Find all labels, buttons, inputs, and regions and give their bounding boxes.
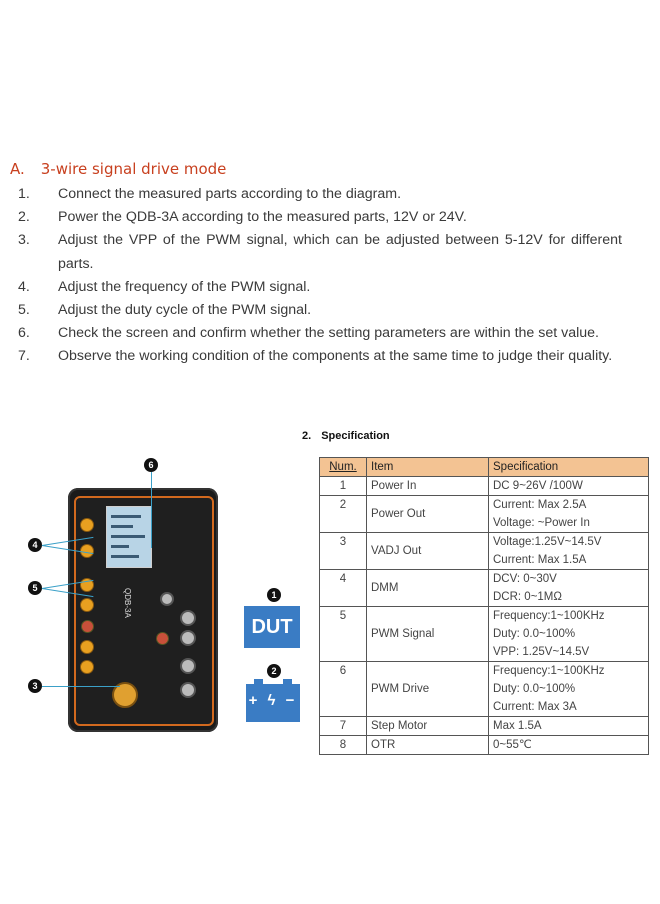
step-text: Adjust the duty cycle of the PWM signal. (58, 302, 312, 319)
step-text: Observe the working condition of the components at the same time to judge their quality. (58, 348, 613, 365)
row-spec (489, 477, 649, 496)
steps-list (18, 183, 622, 369)
list-item (18, 345, 622, 368)
row-spec (489, 662, 649, 717)
table-row (320, 570, 649, 607)
table-row (320, 736, 649, 755)
table-row (320, 662, 649, 717)
row-item: OTR (367, 736, 489, 755)
spec-line: Duty: 0.0~100% (493, 628, 576, 640)
callout-1: 1 (267, 588, 281, 602)
row-num: 8 (320, 736, 367, 755)
step-number: 7. (18, 348, 30, 365)
section-letter: A. (10, 160, 25, 178)
row-item: Step Motor (367, 717, 489, 736)
step-text: Connect the measured parts according to the diagram. (58, 186, 402, 202)
table-row (320, 477, 649, 496)
dut-box: DUT (244, 606, 300, 648)
jack-terminal[interactable] (160, 592, 174, 606)
step-number: 3. (18, 232, 30, 249)
battery-icon (246, 684, 300, 722)
row-num: 1 (320, 477, 367, 496)
device-diagram (20, 450, 310, 750)
row-item: VADJ Out (367, 533, 489, 570)
mode-button[interactable] (81, 620, 94, 633)
row-spec (489, 570, 649, 607)
spec-line: VPP: 1.25V~14.5V (493, 646, 590, 658)
battery-symbol: + ϟ − (248, 692, 298, 709)
row-num: 7 (320, 717, 367, 736)
list-item (18, 276, 622, 299)
row-item: DMM (367, 570, 489, 607)
spec-line: Frequency:1~100KHz (493, 665, 605, 677)
spec-line: Frequency:1~100KHz (493, 610, 605, 622)
row-num: 6 (320, 662, 367, 717)
step-number: 5. (18, 302, 30, 319)
list-item (18, 206, 622, 229)
section-title-text: 3-wire signal drive mode (40, 160, 227, 178)
spec-line: DCR: 0~1MΩ (493, 591, 562, 603)
spec-line: Current: Max 1.5A (493, 554, 587, 566)
table-row (320, 607, 649, 662)
callout-6: 6 (144, 458, 158, 472)
table-row (320, 496, 649, 533)
step-text: Adjust the VPP of the PWM signal, which can be adjusted between 5-12V for different parts. (58, 232, 622, 272)
column-header-item: Item (367, 458, 489, 477)
row-num: 3 (320, 533, 367, 570)
column-header-spec: Specification (489, 458, 649, 477)
jack-terminal[interactable] (180, 630, 196, 646)
callout-5: 5 (28, 581, 42, 595)
step-number: 6. (18, 325, 30, 342)
spec-table (319, 457, 649, 755)
callout-2: 2 (267, 664, 281, 678)
step-text: Power the QDB-3A according to the measured parts, 12V or 24V. (58, 209, 467, 226)
row-item: Power Out (367, 496, 489, 533)
row-item: PWM Drive (367, 662, 489, 717)
callout-3: 3 (28, 679, 42, 693)
spec-line: Voltage:1.25V~14.5V (493, 536, 602, 548)
row-num: 4 (320, 570, 367, 607)
list-item (18, 183, 622, 206)
callout-4: 4 (28, 538, 42, 552)
row-spec (489, 736, 649, 755)
function-button[interactable] (80, 640, 94, 654)
spec-heading-number: 2. (302, 430, 312, 442)
step-text: Adjust the frequency of the PWM signal. (58, 278, 311, 295)
device-panel (74, 496, 214, 726)
list-item (18, 322, 622, 345)
row-spec (489, 533, 649, 570)
device-model-label: QDB-3A (123, 588, 132, 618)
spec-line: Duty: 0.0~100% (493, 683, 576, 695)
spec-line: DCV: 0~30V (493, 573, 557, 585)
jack-terminal[interactable] (180, 610, 196, 626)
table-row (320, 717, 649, 736)
tester-device (68, 488, 218, 732)
spec-line: Current: Max 2.5A (493, 499, 587, 511)
jack-terminal[interactable] (180, 682, 196, 698)
list-item (18, 229, 622, 275)
row-spec (489, 496, 649, 533)
row-spec (489, 607, 649, 662)
table-row (320, 533, 649, 570)
step-number: 4. (18, 278, 30, 295)
row-item: PWM Signal (367, 607, 489, 662)
spec-line: Voltage: ~Power In (493, 517, 590, 529)
row-spec (489, 717, 649, 736)
spec-line: Current: Max 3A (493, 701, 577, 713)
spec-line: 0~55℃ (493, 739, 532, 751)
spec-heading (302, 430, 390, 442)
row-num: 2 (320, 496, 367, 533)
row-item: Power In (367, 477, 489, 496)
jack-terminal[interactable] (180, 658, 196, 674)
table-header-row (320, 458, 649, 477)
lcd-screen (106, 506, 152, 568)
spec-line: Max 1.5A (493, 720, 542, 732)
step-text: Check the screen and confirm whether the setting parameters are within the set value. (58, 325, 599, 342)
column-header-num: Num. (320, 458, 367, 477)
spec-heading-text: Specification (321, 430, 390, 442)
list-item (18, 299, 622, 322)
step-number: 1. (18, 186, 30, 202)
row-num: 5 (320, 607, 367, 662)
duty-down-button[interactable] (80, 598, 94, 612)
spec-line: DC 9~26V /100W (493, 480, 583, 492)
section-title (10, 160, 226, 178)
step-number: 2. (18, 209, 30, 226)
output-button[interactable] (80, 660, 94, 674)
jack-terminal[interactable] (156, 632, 169, 645)
frequency-up-button[interactable] (80, 518, 94, 532)
